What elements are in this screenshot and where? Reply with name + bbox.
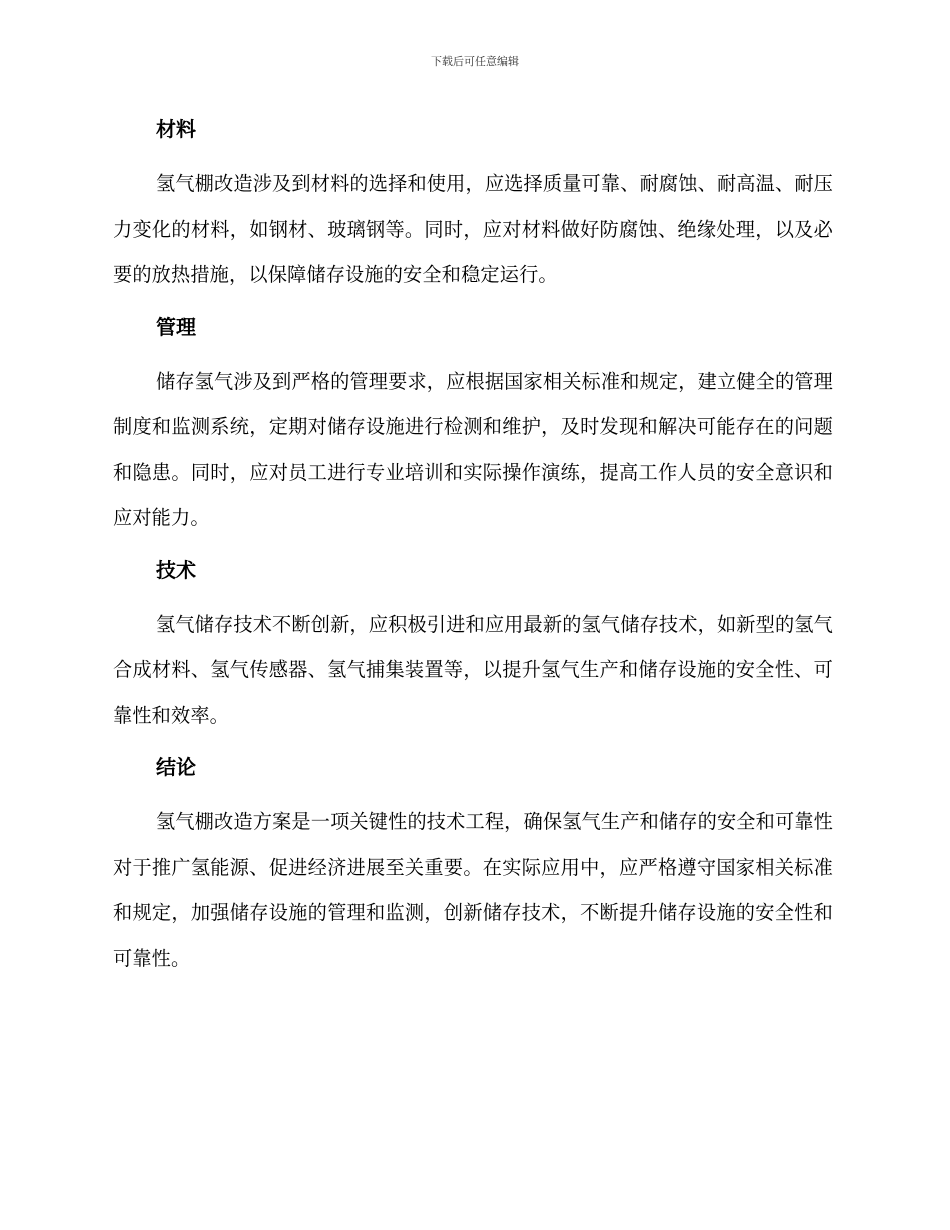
section-paragraph: 氢气棚改造涉及到材料的选择和使用，应选择质量可靠、耐腐蚀、耐高温、耐压力变化的材料，如钢材、玻璃钢等。同时，应对材料做好防腐蚀、绝缘处理，以及必要的放热措施，以保障储存设施的安全和稳定运行。 — [113, 172, 833, 286]
section-paragraph: 储存氢气涉及到严格的管理要求，应根据国家相关标准和规定，建立健全的管理制度和监测系统，定期对储存设施进行检测和维护，及时发现和解决可能存在的问题和隐患。同时，应对员工进行专业培训和实际操作演练，提高工作人员的安全意识和应对能力。 — [113, 369, 833, 529]
section-conclusion — [113, 748, 833, 981]
section-heading: 管理 — [156, 314, 196, 339]
section-heading: 结论 — [156, 755, 196, 779]
page-header: 下载后可任意编辑 — [431, 55, 519, 68]
section-paragraph: 氢气储存技术不断创新，应积极引进和应用最新的氢气储存技术，如新型的氢气合成材料、氢气传感器、氢气捕集装置等，以提升氢气生产和储存设施的安全性、可靠性和效率。 — [113, 612, 833, 727]
section-management — [113, 308, 833, 541]
section-paragraph: 氢气棚改造方案是一项关键性的技术工程，确保氢气生产和储存的安全和可靠性对于推广氢能源、促进经济进展至关重要。在实际应用中，应严格遵守国家相关标准和规定，加强储存设施的管理和监测，创新储存技术，不断提升储存设施的安全性和可靠性。 — [113, 810, 833, 970]
section-technology — [113, 551, 833, 739]
section-materials — [113, 110, 833, 298]
document-body — [113, 110, 833, 991]
section-heading: 技术 — [156, 557, 196, 582]
section-heading: 材料 — [156, 117, 196, 141]
